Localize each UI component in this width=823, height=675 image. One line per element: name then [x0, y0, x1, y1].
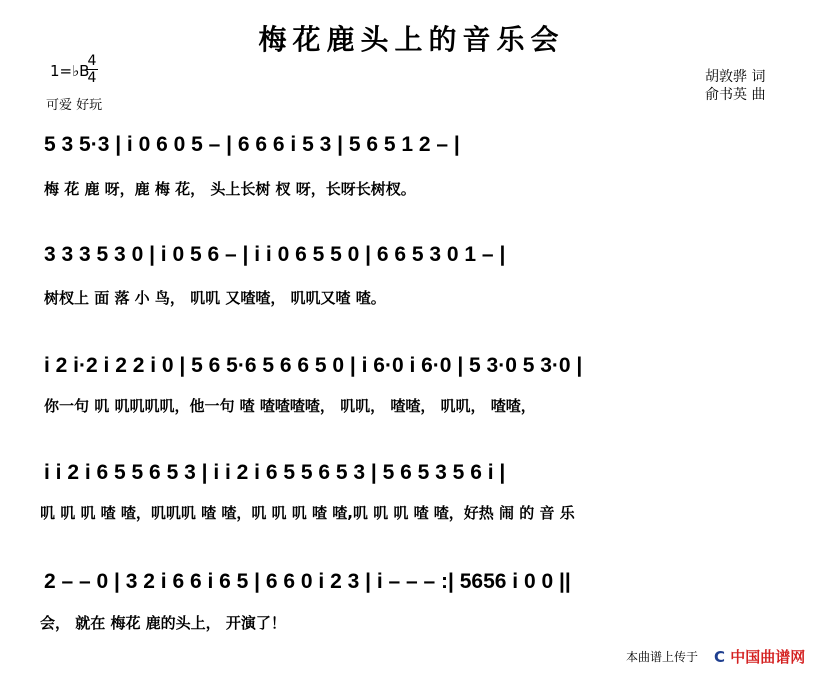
lyric-line-2: 树杈上 面 落 小 鸟， 叽叽 又喳喳， 叽叽又喳 喳。	[44, 289, 386, 307]
notation-line-3: i 2 i·2 i 2 2 i 0 | 5 6 5·6 5 6 6 5 0 | i 6·0 i 6·0 | 5 3·0 5 3·0 |	[44, 354, 583, 377]
site-logo-text: 中国曲谱网	[730, 648, 806, 666]
time-signature	[86, 54, 98, 85]
lyricist-credit: 胡敦骅 词	[705, 69, 766, 85]
lyric-line-1: 梅 花 鹿 呀，鹿 梅 花， 头上长树 杈 呀，长呀长树杈。	[44, 180, 416, 198]
key-signature: 1=♭B	[50, 62, 90, 80]
notation-line-4: i i 2 i 6 5 5 6 5 3 | i i 2 i 6 5 5 6 5 3 | 5 6 5 3 5 6 i |	[44, 461, 506, 484]
mood-marking: 可爱 好玩	[46, 98, 103, 113]
lyric-line-5: 会， 就在 梅花 鹿的头上， 开演了！	[40, 614, 286, 632]
lyric-line-4: 叽 叽 叽 喳 喳，叽叽叽 喳 喳，叽 叽 叽 喳 喳,叽 叽 叽 喳 喳，好热 闹 的 音 乐	[40, 504, 575, 522]
score-title: 梅花鹿头上的音乐会	[258, 23, 565, 56]
notation-line-5: 2 – – 0 | 3 2 i 6 6 i 6 5 | 6 6 0 i 2 3 | i – – – :| 5656 i 0 0 ||	[44, 570, 571, 593]
notation-line-2: 3 3 3 5 3 0 | i 0 5 6 – | i i 0 6 5 5 0 | 6 6 5 3 0 1 – |	[44, 243, 506, 266]
site-logo[interactable]	[714, 646, 805, 667]
meter-top: 4	[87, 53, 97, 69]
site-logo-icon: C	[714, 648, 726, 666]
meter-bottom: 4	[87, 70, 97, 86]
lyric-line-3: 你一句 叽 叽叽叽叽，他一句 喳 喳喳喳喳， 叽叽， 喳喳， 叽叽， 喳喳，	[44, 397, 536, 415]
composer-credit: 俞书英 曲	[705, 87, 766, 103]
upload-note: 本曲谱上传于	[626, 650, 699, 664]
notation-line-1: 5 3 5·3 | i 0 6 0 5 – | 6 6 6 i 5 3 | 5 6 5 1 2 – |	[44, 133, 460, 156]
